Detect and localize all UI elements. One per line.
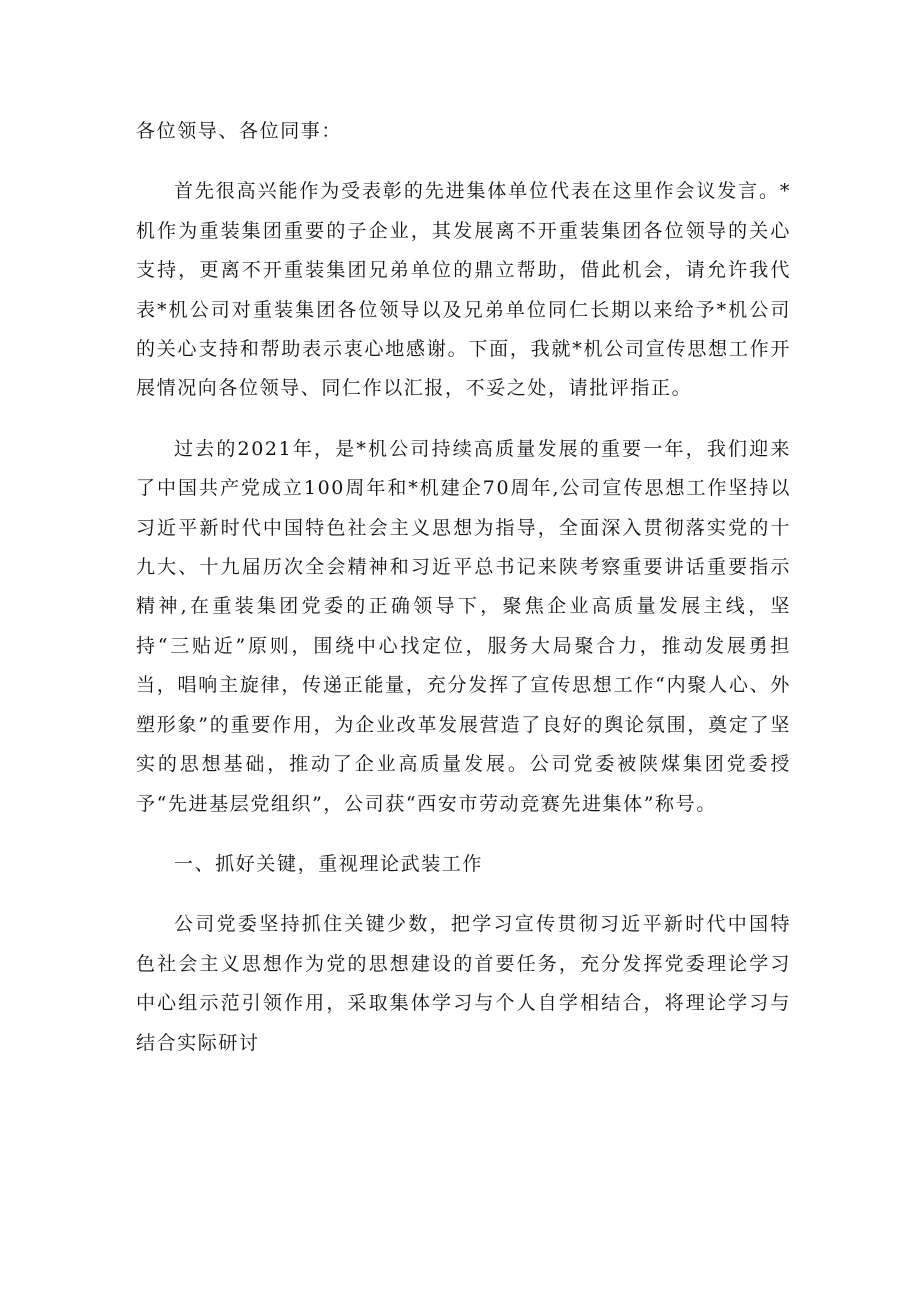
salutation: 各位领导、各位同事： bbox=[136, 120, 343, 142]
section-heading-1: 一、抓好关键，重视理论武装工作 bbox=[174, 852, 484, 875]
document-body bbox=[136, 112, 791, 1084]
paragraph-opening: 首先很高兴能作为受表彰的先进集体单位代表在这里作会议发言。*机作为重装集团重要的子企业，其发展离不开重装集团各位领导的关心支持，更离不开重装集团兄弟单位的鼎立帮助，借此机会，请允许我代表*机公司对重装集团各位领导以及兄弟单位同仁长期以来给予*机公司的关心支持和帮助表示衷心地感谢。下面，我就*机公司宣传思想工作开展情况向各位领导、同仁作以汇报，不妥之处，请批评指正。 bbox=[136, 180, 791, 400]
paragraph-review-2021: 过去的2021年，是*机公司持续高质量发展的重要一年，我们迎来了中国共产党成立100周年和*机建企70周年,公司宣传思想工作坚持以习近平新时代中国特色社会主义思想为指导，全面深入贯彻落实党的十九大、十九届历次全会精神和习近平总书记来陕考察重要讲话重要指示精神,在重装集团党委的正确领导下，聚焦企业高质量发展主线，坚持“三贴近”原则，围绕中心找定位，服务大局聚合力，推动发展勇担当，唱响主旋律，传递正能量，充分发挥了宣传思想工作“内聚人心、外塑形象”的重要作用，为企业改革发展营造了良好的舆论氛围，奠定了坚实的思想基础，推动了企业高质量发展。公司党委被陕煤集团党委授予“先进基层党组织”，公司获“西安市劳动竞赛先进集体”称号。 bbox=[136, 437, 791, 815]
paragraph-section-1: 公司党委坚持抓住关键少数，把学习宣传贯彻习近平新时代中国特色社会主义思想作为党的思想建设的首要任务，充分发挥党委理论学习中心组示范引领作用，采取集体学习与个人自学相结合，将理论学习与结合实际研讨 bbox=[136, 913, 791, 1054]
